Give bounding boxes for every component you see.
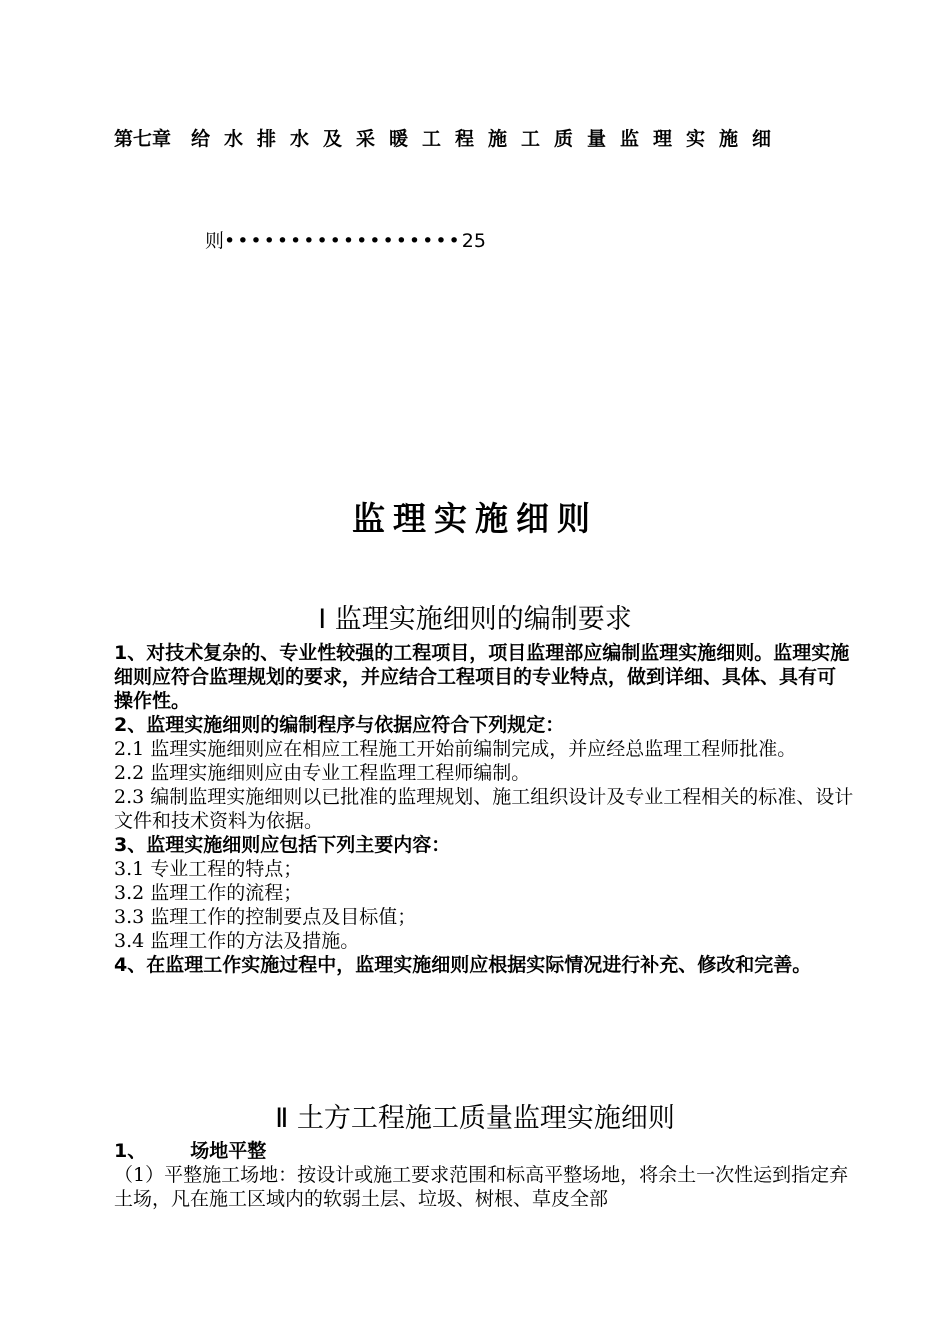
toc-chapter-label: 第七章: [114, 128, 172, 150]
section-2-heading: Ⅱ 土方工程施工质量监理实施细则: [275, 1103, 675, 1134]
toc-chapter-title: 给水排水及采暖工程施工质量监理实施细: [191, 128, 786, 150]
requirement-item: 1、对技术复杂的、专业性较强的工程项目，项目监理部应编制监理实施细则。监理实施细则应符合监理规划的要求，并应结合工程项目的专业特点，做到详细、具体、具有可操作性。: [114, 642, 850, 712]
toc-page-number: 25: [461, 230, 486, 252]
toc-leader-dots: ••••••••••••••••••: [224, 230, 462, 252]
requirement-item: 2.3 编制监理实施细则以已批准的监理规划、施工组织设计及专业工程相关的标准、设计文件和技术资料为依据。: [114, 786, 854, 832]
subsection-heading: [114, 1139, 854, 1163]
section-1-heading: Ⅰ 监理实施细则的编制要求: [318, 604, 632, 635]
toc-entry-line2: [205, 226, 486, 253]
requirement-item: 3.1 专业工程的特点；: [114, 858, 303, 880]
requirement-item: 2.2 监理实施细则应由专业工程监理工程师编制。: [114, 762, 531, 784]
requirement-item: 3.4 监理工作的方法及措施。: [114, 930, 360, 952]
requirement-item: 3.2 监理工作的流程；: [114, 882, 303, 904]
toc-chapter-title-cont: 则: [205, 230, 225, 252]
toc-entry-line1: [114, 124, 854, 151]
requirement-item: 2、监理实施细则的编制程序与依据应符合下列规定：: [114, 714, 565, 736]
section-2-body: [114, 1139, 854, 1211]
requirement-item: 3.3 监理工作的控制要点及目标值；: [114, 906, 417, 928]
document-title: 监理实施细则: [352, 499, 598, 538]
subsection-number: 1、: [114, 1140, 147, 1162]
subsection-title: 场地平整: [190, 1140, 267, 1162]
requirement-item: 3、监理实施细则应包括下列主要内容：: [114, 834, 451, 856]
section-1-body: [114, 641, 854, 977]
requirement-item: 2.1 监理实施细则应在相应工程施工开始前编制完成，并应经总监理工程师批准。: [114, 738, 797, 760]
requirement-item: 4、在监理工作实施过程中，监理实施细则应根据实际情况进行补充、修改和完善。: [114, 954, 812, 976]
subsection-paragraph: （1）平整施工场地：按设计或施工要求范围和标高平整场地，将余土一次性运到指定弃土场，凡在施工区域内的软弱土层、垃圾、树根、草皮全部: [114, 1164, 849, 1210]
